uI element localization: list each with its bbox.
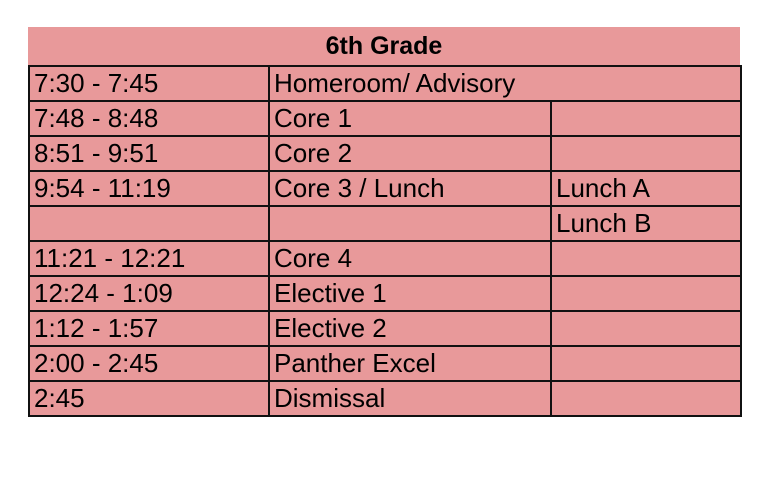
time-cell: 7:30 - 7:45 [29, 66, 269, 101]
lunch-cell: Lunch A [551, 171, 741, 206]
table-row [29, 241, 741, 276]
time-cell [29, 206, 269, 241]
period-cell: Panther Excel [269, 346, 551, 381]
table-row [29, 171, 741, 206]
time-cell: 9:54 - 11:19 [29, 171, 269, 206]
lunch-cell [551, 311, 741, 346]
schedule-table [28, 65, 742, 417]
table-row [29, 206, 741, 241]
time-cell: 2:00 - 2:45 [29, 346, 269, 381]
period-cell: Core 3 / Lunch [269, 171, 551, 206]
period-cell [269, 206, 551, 241]
period-cell: Dismissal [269, 381, 551, 416]
table-row [29, 311, 741, 346]
period-cell: Elective 1 [269, 276, 551, 311]
table-row [29, 276, 741, 311]
schedule-title: 6th Grade [28, 27, 740, 65]
period-cell: Core 1 [269, 101, 551, 136]
table-row [29, 66, 741, 101]
lunch-cell [551, 381, 741, 416]
lunch-cell [551, 136, 741, 171]
period-cell: Core 2 [269, 136, 551, 171]
table-row [29, 136, 741, 171]
time-cell: 12:24 - 1:09 [29, 276, 269, 311]
time-cell: 1:12 - 1:57 [29, 311, 269, 346]
time-cell: 8:51 - 9:51 [29, 136, 269, 171]
period-cell: Elective 2 [269, 311, 551, 346]
lunch-cell [551, 346, 741, 381]
time-cell: 11:21 - 12:21 [29, 241, 269, 276]
lunch-cell: Lunch B [551, 206, 741, 241]
period-cell: Homeroom/ Advisory [269, 66, 741, 101]
time-cell: 2:45 [29, 381, 269, 416]
table-row [29, 101, 741, 136]
period-cell: Core 4 [269, 241, 551, 276]
table-row [29, 381, 741, 416]
lunch-cell [551, 276, 741, 311]
table-row [29, 346, 741, 381]
time-cell: 7:48 - 8:48 [29, 101, 269, 136]
lunch-cell [551, 101, 741, 136]
lunch-cell [551, 241, 741, 276]
schedule-sheet [28, 27, 740, 417]
